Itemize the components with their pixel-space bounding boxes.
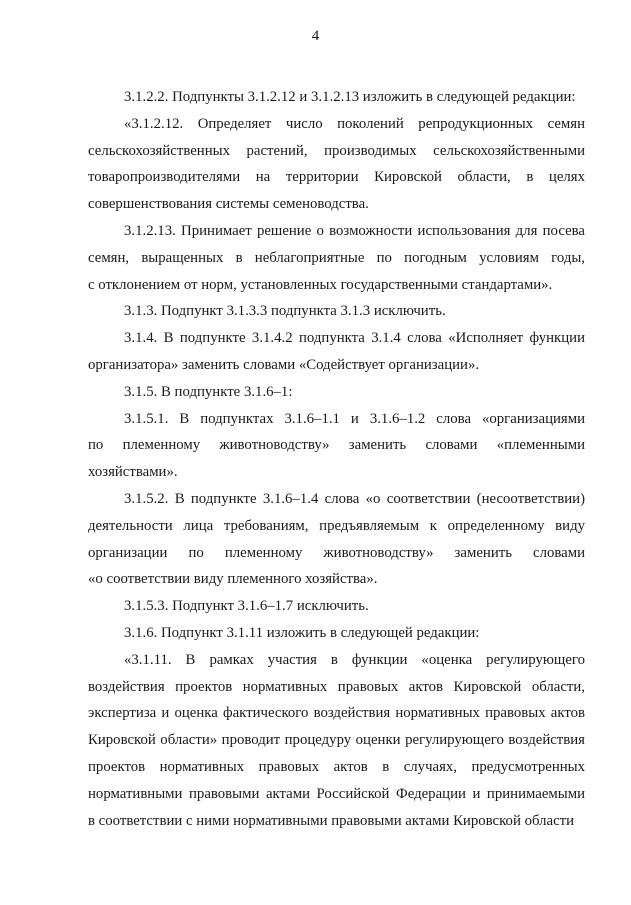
paragraph xyxy=(88,406,585,486)
text-line: 3.1.5.3. Подпункт 3.1.6–1.7 исключить. xyxy=(124,598,369,615)
paragraph xyxy=(88,486,585,593)
text-line: организации по племенному животноводству» заменить словами xyxy=(88,544,585,561)
paragraph xyxy=(88,325,585,379)
paragraph xyxy=(88,84,585,111)
text-line: 3.1.3. Подпункт 3.1.3.3 подпункта 3.1.3 исключить. xyxy=(124,303,446,320)
paragraph xyxy=(88,218,585,298)
paragraph xyxy=(88,379,585,406)
text-line: «3.1.2.12. Определяет число поколений репродукционных семян xyxy=(124,115,585,132)
paragraph xyxy=(88,647,585,835)
text-line: «о соответствии виду племенного хозяйства». xyxy=(88,571,378,588)
text-line: с отклонением от норм, установленных государственными стандартами». xyxy=(88,276,553,293)
text-line: 3.1.4. В подпункте 3.1.4.2 подпункта 3.1.4 слова «Исполняет функции xyxy=(124,330,585,347)
text-line: 3.1.6. Подпункт 3.1.11 изложить в следующей редакции: xyxy=(124,624,480,641)
paragraph xyxy=(88,298,585,325)
text-line: проектов нормативных правовых актов в случаях, предусмотренных xyxy=(88,758,585,775)
paragraph xyxy=(88,620,585,647)
text-line: 3.1.5. В подпункте 3.1.6–1: xyxy=(124,383,293,400)
page-number: 4 xyxy=(311,28,320,44)
text-line: 3.1.5.1. В подпунктах 3.1.6–1.1 и 3.1.6–1.2 слова «организациями xyxy=(124,410,585,427)
text-line: 3.1.5.2. В подпункте 3.1.6–1.4 слова «о соответствии (несоответствии) xyxy=(124,490,585,507)
text-line: Кировской области» проводит процедуру оценки регулирующего воздействия xyxy=(88,732,585,749)
text-line: «3.1.11. В рамках участия в функции «оценка регулирующего xyxy=(124,651,585,668)
text-line: воздействия проектов нормативных правовых актов Кировской области, xyxy=(88,678,585,695)
text-line: нормативными правовыми актами Российской Федерации и принимаемыми xyxy=(88,785,585,802)
text-line: совершенствования системы семеноводства. xyxy=(88,196,369,213)
text-line: в соответствии с ними нормативными правовыми актами Кировской области xyxy=(88,812,575,829)
paragraph xyxy=(88,593,585,620)
text-line: семян, выращенных в неблагоприятные по погодным условиям годы, xyxy=(88,249,585,266)
text-line: сельскохозяйственных растений, производимых сельскохозяйственными xyxy=(88,142,585,159)
text-line: экспертиза и оценка фактического воздействия нормативных правовых актов xyxy=(88,705,585,722)
text-line: деятельности лица требованиям, предъявляемым к определенному виду xyxy=(88,517,585,534)
text-line: 3.1.2.2. Подпункты 3.1.2.12 и 3.1.2.13 изложить в следующей редакции: xyxy=(124,89,576,105)
text-line: организатора» заменить словами «Содействует организации». xyxy=(88,356,480,373)
paragraph xyxy=(88,111,585,218)
text-line: по племенному животноводству» заменить словами «племенными xyxy=(88,437,585,454)
text-line: хозяйствами». xyxy=(88,464,178,481)
text-line: 3.1.2.13. Принимает решение о возможности использования для посева xyxy=(124,222,585,239)
document-body xyxy=(88,84,585,834)
text-line: товаропроизводителями на территории Кировской области, в целях xyxy=(88,169,585,186)
